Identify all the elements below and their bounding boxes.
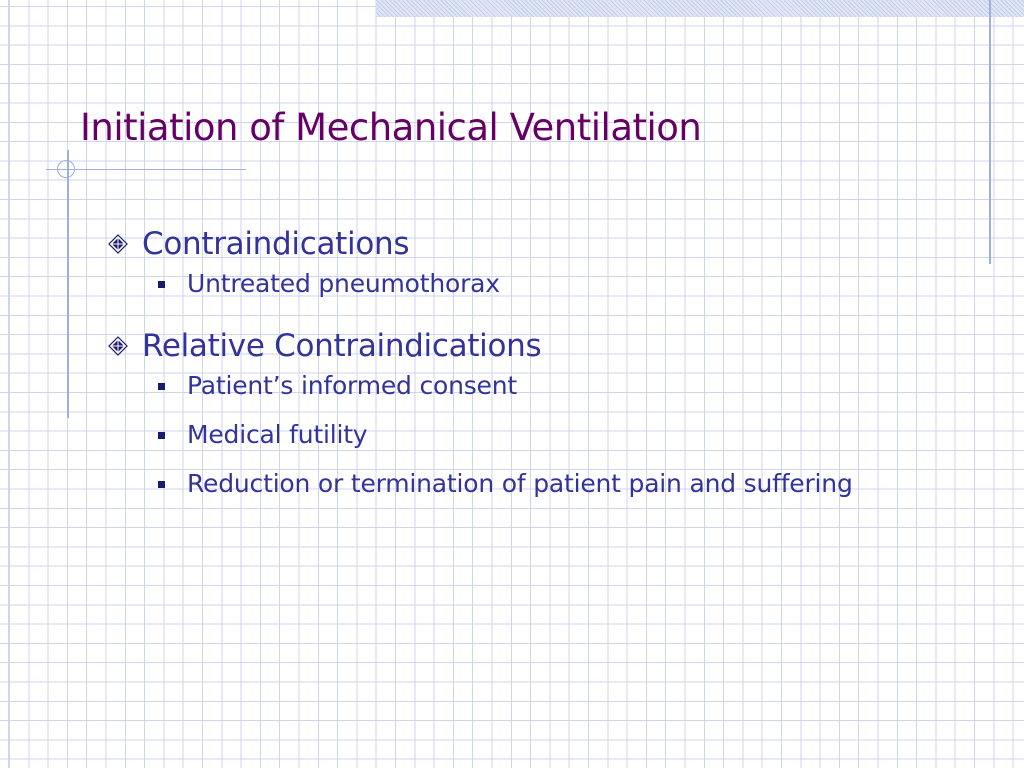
list-item — [158, 266, 928, 302]
right-decorative-line — [989, 0, 991, 264]
title-underline — [46, 169, 246, 170]
left-decorative-line — [67, 150, 69, 418]
section-relative-contraindications — [108, 324, 928, 502]
square-bullet-icon — [158, 281, 165, 288]
section-contraindications — [108, 222, 928, 302]
circle-ornament-icon — [57, 160, 75, 178]
square-bullet-icon — [158, 481, 165, 488]
level1-bullet — [108, 222, 928, 266]
level1-bullet — [108, 324, 928, 368]
top-decorative-band — [376, 0, 1024, 17]
section-heading: Relative Contraindications — [142, 328, 542, 364]
list-item-text: Untreated pneumothorax — [187, 269, 500, 298]
slide-title: Initiation of Mechanical Ventilation — [80, 106, 702, 149]
list-item — [158, 466, 928, 502]
list-item-text: Patient’s informed consent — [187, 371, 517, 400]
list-item — [158, 417, 928, 453]
list-item-text: Reduction or termination of patient pain and suffering — [187, 469, 853, 498]
section-heading: Contraindications — [142, 226, 410, 262]
diamond-bullet-icon — [108, 336, 128, 356]
square-bullet-icon — [158, 383, 165, 390]
list-item-text: Medical futility — [187, 420, 368, 449]
list-item — [158, 368, 928, 404]
square-bullet-icon — [158, 432, 165, 439]
slide-body — [108, 222, 928, 524]
diamond-bullet-icon — [108, 234, 128, 254]
